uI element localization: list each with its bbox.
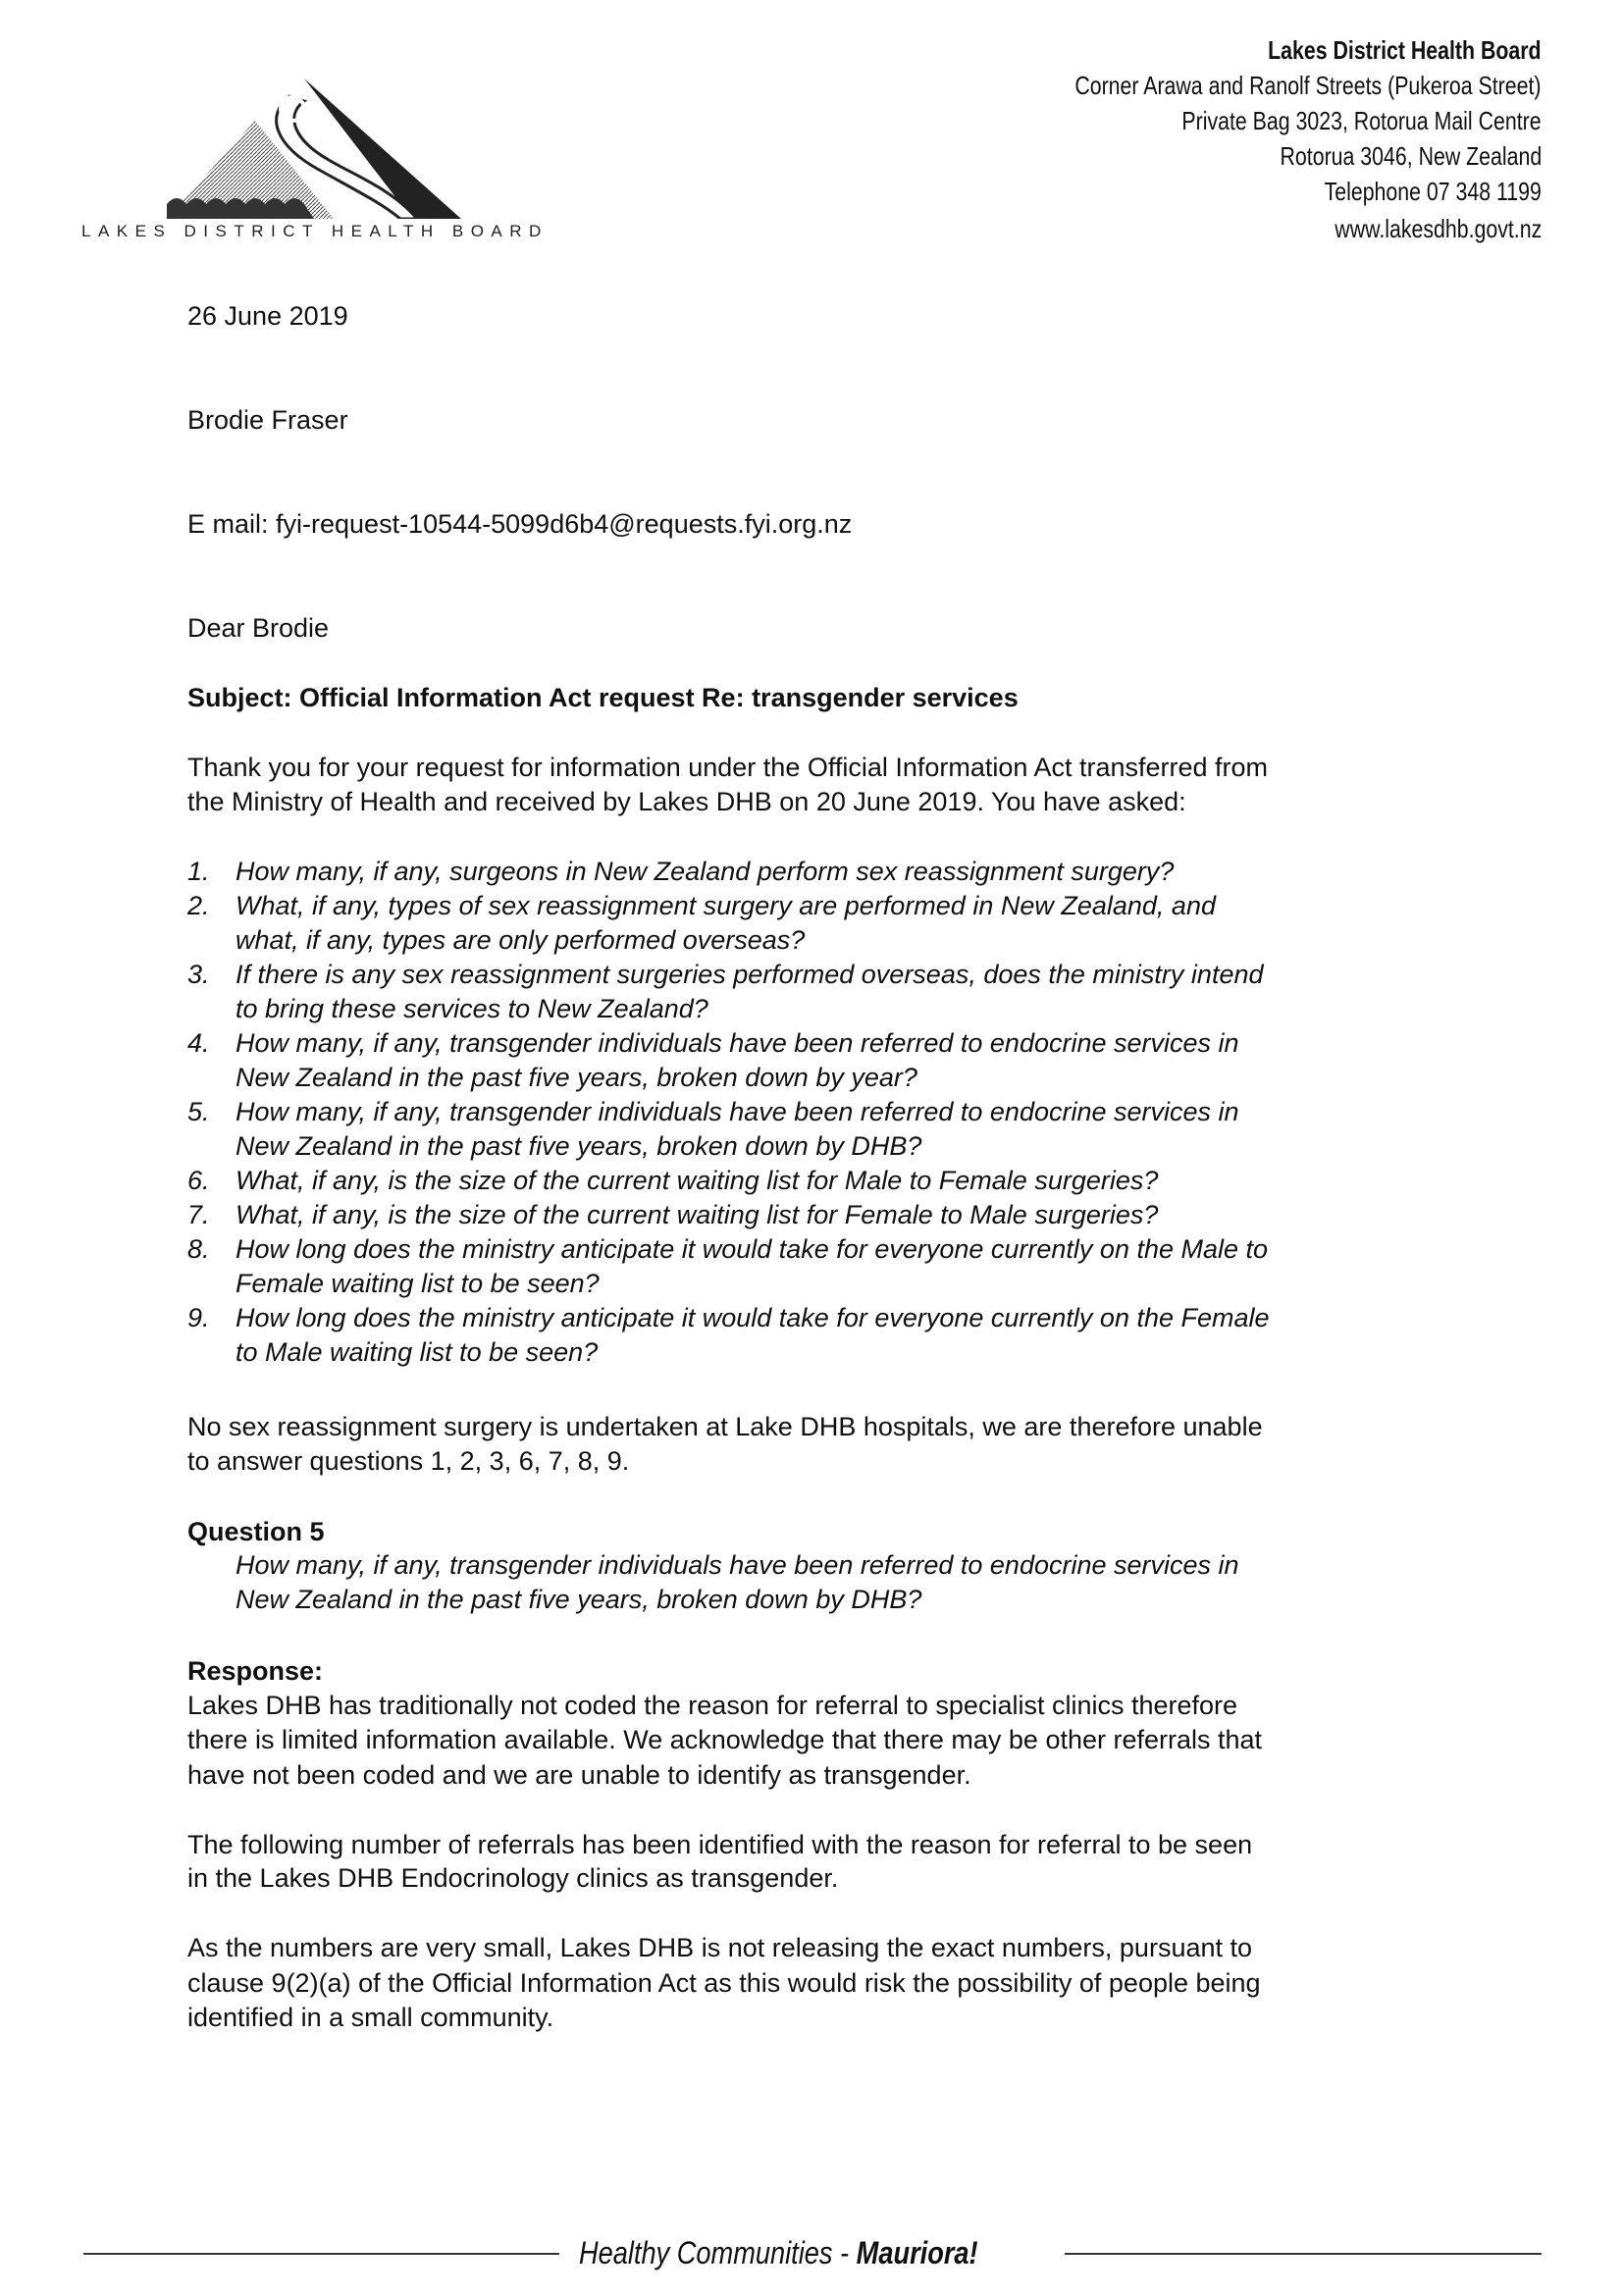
telephone: Telephone 07 348 1199: [1324, 177, 1542, 206]
text-line: The following number of referrals has been identified with the reason for referral to be seen: [187, 1830, 1253, 1859]
question-text: to bring these services to New Zealand?: [236, 994, 708, 1023]
question-number: 1.: [187, 857, 210, 886]
text-line: identified in a small community.: [187, 2003, 554, 2032]
footer-slogan: [579, 2235, 978, 2271]
logo-wordmark: LAKES DISTRICT HEALTH BOARD: [81, 222, 549, 240]
text-line: Thank you for your request for information under the Official Information Act transferred from: [187, 753, 1269, 782]
question-number: 2.: [187, 891, 210, 920]
question-text: If there is any sex reassignment surgeries performed overseas, does the ministry intend: [236, 960, 1264, 989]
text-line: to answer questions 1, 2, 3, 6, 7, 8, 9.: [187, 1446, 630, 1476]
question-text: what, if any, types are only performed overseas?: [236, 925, 806, 955]
lakes-dhb-logo: [147, 77, 471, 219]
org-name: Lakes District Health Board: [1268, 35, 1542, 65]
salutation: Dear Brodie: [187, 613, 330, 643]
footer-rule-right: [1065, 2253, 1542, 2255]
footer-rule-left: [83, 2253, 559, 2255]
question-text: How many, if any, surgeons in New Zealand perform sex reassignment surgery?: [236, 857, 1175, 886]
question-5-text: New Zealand in the past five years, broken down by DHB?: [236, 1585, 922, 1614]
question-text: What, if any, types of sex reassignment surgery are performed in New Zealand, and: [236, 891, 1216, 920]
website-link[interactable]: www.lakesdhb.govt.nz: [1335, 214, 1542, 243]
question-text: How long does the ministry anticipate it would take for everyone currently on the Female: [236, 1303, 1270, 1332]
text-line: there is limited information available. We acknowledge that there may be other referrals that: [187, 1725, 1263, 1754]
question-number: 5.: [187, 1097, 210, 1126]
question-5-heading: Question 5: [187, 1517, 325, 1546]
question-number: 3.: [187, 960, 210, 989]
question-text: What, if any, is the size of the current waiting list for Female to Male surgeries?: [236, 1200, 1159, 1229]
slogan-text: Healthy Communities -: [579, 2235, 857, 2270]
question-text: New Zealand in the past five years, broken down by year?: [236, 1063, 917, 1092]
text-line: in the Lakes DHB Endocrinology clinics as transgender.: [187, 1863, 839, 1893]
text-line: Lakes DHB has traditionally not coded the reason for referral to specialist clinics therefore: [187, 1691, 1238, 1720]
question-text: How long does the ministry anticipate it would take for everyone currently on the Male to: [236, 1234, 1269, 1264]
response-heading: Response:: [187, 1656, 324, 1686]
text-line: the Ministry of Health and received by Lakes DHB on 20 June 2019. You have asked:: [187, 787, 1186, 816]
question-text: New Zealand in the past five years, broken down by DHB?: [236, 1131, 922, 1161]
question-text: How many, if any, transgender individuals have been referred to endocrine services in: [236, 1028, 1239, 1058]
slogan-bold: Mauriora!: [856, 2235, 978, 2270]
question-text: to Male waiting list to be seen?: [236, 1337, 599, 1367]
question-text: How many, if any, transgender individuals have been referred to endocrine services in: [236, 1097, 1239, 1126]
text-line: have not been coded and we are unable to identify as transgender.: [187, 1760, 971, 1790]
text-line: As the numbers are very small, Lakes DHB is not releasing the exact numbers, pursuant to: [187, 1933, 1253, 1962]
text-line: clause 9(2)(a) of the Official Information Act as this would risk the possibility of people being: [187, 1968, 1261, 1998]
text-line: No sex reassignment surgery is undertaken at Lake DHB hospitals, we are therefore unable: [187, 1412, 1263, 1441]
recipient-name: Brodie Fraser: [187, 405, 348, 435]
question-number: 8.: [187, 1234, 210, 1264]
subject-line: Subject: Official Information Act request Re: transgender services: [187, 683, 1019, 712]
question-number: 9.: [187, 1303, 210, 1332]
question-number: 6.: [187, 1166, 210, 1195]
question-number: 4.: [187, 1028, 210, 1058]
question-number: 7.: [187, 1200, 210, 1229]
question-text: What, if any, is the size of the current waiting list for Male to Female surgeries?: [236, 1166, 1159, 1195]
address-line: Rotorua 3046, New Zealand: [1280, 141, 1542, 171]
question-5-text: How many, if any, transgender individuals have been referred to endocrine services in: [236, 1550, 1239, 1580]
address-line: Corner Arawa and Ranolf Streets (Pukeroa Street): [1074, 71, 1542, 100]
address-line: Private Bag 3023, Rotorua Mail Centre: [1181, 106, 1542, 135]
letter-date: 26 June 2019: [187, 301, 348, 331]
question-text: Female waiting list to be seen?: [236, 1269, 600, 1298]
recipient-email[interactable]: E mail: fyi-request-10544-5099d6b4@requests.fyi.org.nz: [187, 509, 853, 539]
